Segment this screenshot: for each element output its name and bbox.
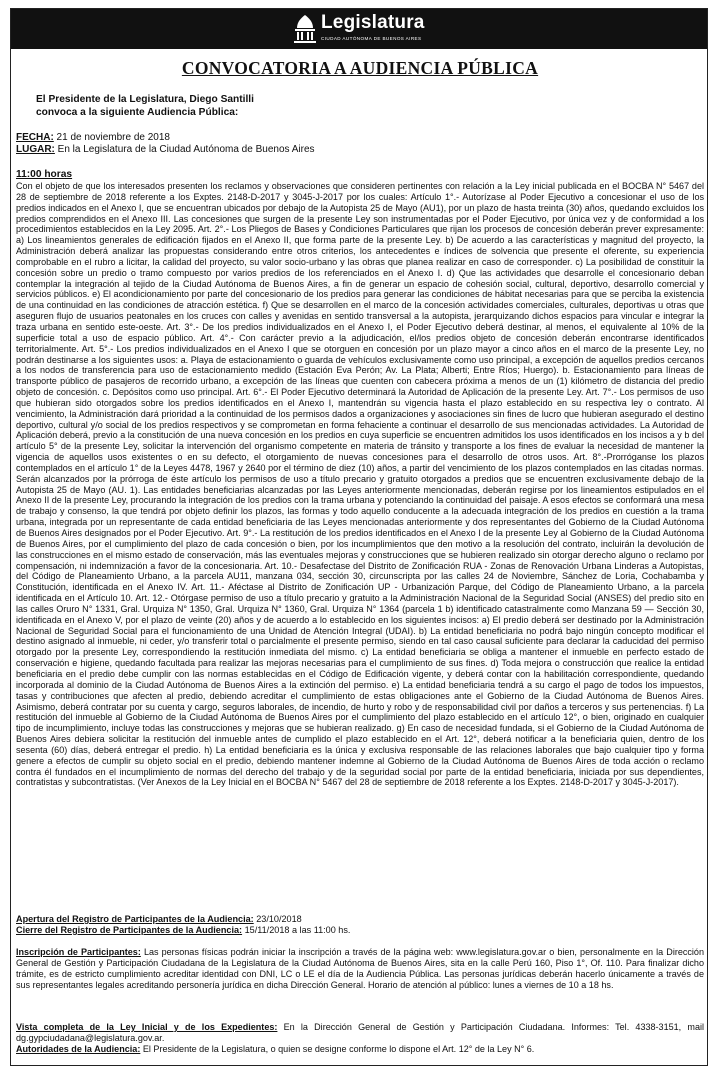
autoridades-label: Autoridades de la Audiencia: <box>16 1043 141 1054</box>
hora-heading: 11:00 horas <box>16 169 73 180</box>
legislatura-logo <box>293 11 428 49</box>
lugar-value: En la Legislatura de la Ciudad Autónoma de Buenos Aires <box>54 143 315 155</box>
legislature-building-icon <box>293 14 317 44</box>
lugar-row <box>16 144 315 156</box>
registro-block <box>16 914 350 936</box>
inscripcion-label: Inscripción de Participantes: <box>16 947 141 957</box>
lugar-label: LUGAR: <box>16 143 55 155</box>
page-title: CONVOCATORIA A AUDIENCIA PÚBLICA <box>181 58 539 78</box>
intro-line-1: El Presidente de la Legislatura, Diego Santilli <box>36 94 254 105</box>
inscripcion-value: Las personas físicas podrán iniciar la inscripción a través de la página web: www.legislatura.gov.ar o bien, personalmente en la Dirección General de Gestión y Participación Ciudadana de la Legislatura de la Ciudad Autónoma de Buenos Aires, sita en la calle Perú 160, Piso 1°, Of. 110. Para finalizar dicho trámite, es de estricto cumplimiento acreditar identidad con DNI, LC o LE el día de la Audiencia Pública. Las personas jurídicas deberán hacerlo únicamente a través de sus representantes legales acreditando personería jurídica en dicha Dirección General. Horario de atención al público: lunes a viernes de 10 a 18 hs. <box>16 947 704 990</box>
vista-value: En la Dirección General de Gestión y Participación Ciudadana. Informes: Tel. 4338-3151, mail dg.gypciudadana@legislatura.gov.ar. <box>16 1022 704 1043</box>
body-text: Con el objeto de que los interesados presenten los reclamos y observaciones que consideren pertinentes con relación a la Ley inicial publicada en el BOCBA N° 5467 del 28 de septiembre de 2018 referente a los Exptes. 2148-D-2017 y 3045-J-2017 por los cuales: Artículo 1°.- Autorízase al Poder Ejecutivo a concesionar el uso de los predios indicados en el Anexo I, que se encuentran ubicados por debajo de la Autopista 25 de Mayo (AU1), por un plazo de hasta treinta (30) años, quedando excluidos los predios comprendidos en el Anexo III. Las concesiones que surgen de la presente Ley son instrumentadas por el Poder Ejecutivo, por única vez y de conformidad a los procedimientos establecidos en la Ley 2095. Art. 2°.- Los Pliegos de Bases y Condiciones Particulares que rijan los procesos de concesión deberán prever expresamente: a) Los lineamientos generales de edificación fijados en el Anexo II, que forma parte de la presente Ley. b) De acuerdo a las características y magnitud del proyecto, la Administración deberá analizar las propuestas considerando entre otros criterios, los antecedentes e índices de solvencia que presente el oferente, su experiencia comprobable en el rubro a licitar, la calidad del proyecto, su valor socio-urbano y las obras que planea realizar en caso de corresponder. c) La posibilidad de constituir la concesión sobre un predio o tramo compuesto por varios predios de los referenciados en el Anexo I. d) Que las actividades que desarrolle el concesionario deban contemplar la integración al tejido de la Ciudad Autónoma de Buenos Aires, a fin de generar un espacio de cohesión social, cultural, deportivo, desarrollo comercial y servicios públicos. e) El acondicionamiento por parte del concesionario de los predios para generar las condiciones de hábitat necesarias para que se perciba la existencia de una continuidad en las condiciones de atracción estética. f) Que se desarrollen en el marco de la concesión actividades comerciales, culturales, deportivas u otras que aseguren flujo de usuarios peatonales en los cruces con calles y avenidas en sentido transversal a la autopista, jerarquizando dichos espacios para vincular e integrar la traza urbana en sentido este-oeste. Art. 3°.- De los predios individualizados en el Anexo I, el Poder Ejecutivo deberá destinar, al menos, el equivalente al 10% de la superficie total a uso de espacio público. Art. 4°.- Con carácter previo a la adjudicación, el/los predios objeto de concesión deberán encontrarse identificados territorialmente. Art. 5°.- Los predios individualizados en el Anexo I que se otorguen en concesión por un plazo mayor a cinco años en el marco de la presente Ley, no podrán destinarse a los siguientes usos: a. Playa de estacionamiento o guarda de vehículos exclusivamente como uso principal, a excepción de aquellos predios cercanos a los nodos de transferencia para uso de estacionamiento medido (Estación Eva Perón; Av. La Plata; Alberti; Entre Ríos; Huergo). b. Estacionamiento para líneas de transporte público de pasajeros de recorrido urbano, a excepción de las líneas que cuenten con cabecera próxima a menos de un (1) kilómetro de distancia del predio objeto de concesión. c. Depósitos como uso principal. Art. 6°.- El Poder Ejecutivo determinará la Autoridad de Aplicación de la presente Ley. Art. 7°.- Los permisos de uso que hubieran sido otorgados sobre los predios identificados en el Anexo I, mantendrán su vigencia hasta el plazo establecido en su respectiva ley o contrato. Al vencimiento, la Administración dará prioridad a la continuidad de los permisos dados a organizaciones y asociaciones sin fines de lucro que hubieran asegurado el destino deportivo, cultural y/o social de los predios respectivos y se comprometan en forma fehaciente a continuar el desarrollo de sus mencionadas actividades. La Autoridad de Aplicación deberá, previo a la constitución de una nueva concesión en los predios en cuya superficie se encuentren admitidos los usos identificados en los incisos a y b del artículo 5° de la presente Ley, solicitar la intervención del organismo competente en materia de tránsito y transporte a los fines de evaluar la necesidad de mantener la vigencia de aquellos usos existentes o en su defecto, el otorgamiento de nuevas concesiones para el desarrollo de otros usos. Art. 8°.-Prorróganse los plazos contemplados en el artículo 1° de la Leyes 4478, 1967 y 2640 por el término de diez (10) años, a partir del vencimiento de los plazos contemplados en las citadas normas. Serán alcanzados por la prórroga de éste artículo los permisos de uso a título precario y gratuito otorgados a predios que se encuentren exclusivamente debajo de la Autopista 25 de Mayo (AU. 1). Las entidades beneficiarias alcanzadas por las Leyes anteriormente mencionadas, deberán regirse por los lineamientos estipulados en el Anexo II de la presente Ley, procurando la integración de los predios con la trama urbana y potenciando la continuidad del paisaje. A esos efectos se conformará una mesa de trabajo y consenso, la que tendrá por objeto definir los plazos, las formas y todo aquello conducente a la adecuada integración de los predios en cuestión a la trama urbana, integrada por un representante de cada entidad beneficiaria de las Leyes mencionadas anteriormente y dos representantes del Gobierno de la Ciudad Autónoma de Buenos Aires designados por el Poder Ejecutivo. Art. 9°.- La restitución de los predios identificados en el Anexo I de la presente Ley al Gobierno de la Ciudad Autónoma de Buenos Aires, por el cumplimiento del plazo de cada concesión o bien, por los incumplimientos que den motivo a la resolución del contrato, incluirán la devolución de las construcciones en el mismo estado de conservación, más las eventuales mejoras y construcciones que se hubieren realizado sin otorgar derecho alguno o reclamo por compensación, ni indemnización a favor de la concesionaria. Art. 10.- Desafectase del Distrito de Zonificación RUA - Zonas de Renovación Urbana Linderas a Autopistas, del Código de Planeamiento Urbano, a la parcela AU11, manzana 034, sección 30, circunscripta por las calles 24 de Noviembre, Sánchez de Loria, Cochabamba y Constitución, identificada en el Anexo IV. Art. 11.- Aféctase al Distrito de Zonificación UP - Urbanización Parque, del Código de Planeamiento Urbano, a la parcela identificada en el Artículo 10. Art. 12.- Otórgase permiso de uso a título precario y gratuito a la Administración Nacional de la Seguridad Social (ANSES) del predio sito en las calles Oruro N° 1331, Gral. Urquiza N° 1350, Gral. Urquiza N° 1360, Gral. Urquiza N° 1364 (parcela 1 b) identificado catastralmente como Manzana 59 — Sección 30, identificada en el Anexo V, por el plazo de veinte (20) años y de acuerdo a lo establecido en los siguientes incisos: a) El predio deberá ser destinado por la Administración Nacional de Seguridad Social para el funcionamiento de una Unidad de Atención Integral (UDAI). b) La entidad beneficiaria no podrá bajo ningún concepto modificar el destino asignado al inmueble, ni ceder, y/o transferir total o parcialmente el presente permiso, siendo en tal caso causal suficiente para declarar la caducidad del permiso otorgado por la presente Ley, correspondiendo la restitución inmediata del mismo. c) La entidad beneficiaria se obliga a mantener el inmueble en perfecto estado de conservación e higiene, quedando facultada para realizar las mejoras necesarias para el cumplimiento de sus fines. d) Toda mejora o construcción que realice la entidad beneficiaria en el predio debe cumplir con las normas establecidas en el Código de Edificación vigente, y deberá contar con la habilitación correspondiente, quedando incorporada al dominio de la Ciudad Autónoma de Buenos Aires a la extinción del permiso. e) La entidad beneficiaria tendrá a su cargo el pago de todos los impuestos, tasas y contribuciones que afecten al predio, debiendo acreditar el cumplimiento de estas obligaciones ante el Gobierno de la Ciudad Autónoma de Buenos Aires. Asimismo, deberá contratar por su cuenta y cargo, seguros laborales, de incendio, de hurto y robo y de responsabilidad civil por daños a terceros y sus pertenencias. f) La restitución del inmueble al Gobierno de la Ciudad Autónoma de Buenos Aires por el cumplimiento del plazo establecido en el artículo 12°, o bien, originado en cualquier tipo de incumplimiento, incluye todas las construcciones y mejoras que se hubieran realizado. g) En caso de necesidad fundada, si el Gobierno de la Ciudad Autónoma de Buenos Aires debiera solicitar la restitución del inmueble antes de cumplido el plazo establecido en el Art. 12°, deberá notificar a la beneficiaria quien, dentro de los sesenta (60) días, deberá entregar el predio. h) La entidad beneficiaria es la única y exclusiva responsable de las relaciones laborales que bajo cualquier tipo y forma genere a efectos de cumplir su objeto social en el predio, debiendo mantener indemne al Gobierno de la Ciudad Autónoma de Buenos Aires de toda acción o reclamo contra él fundados en el incumplimiento de normas del derecho del trabajo y de la seguridad social por parte de la entidad beneficiaria, iniciada por sus dependientes, contratistas y subcontratistas. (Ver Anexos de la Ley Inicial en el BOCBA N° 5467 del 28 de septiembre de 2018 referente a los Exptes. 2148-D-2017 y 3045-J-2017). <box>16 181 704 788</box>
fecha-label: FECHA: <box>16 132 54 143</box>
cierre-value: 15/11/2018 a las 11:00 hs. <box>242 924 351 935</box>
apertura-label: Apertura del Registro de Participantes de la Audiencia: <box>16 914 254 924</box>
autoridades-value: El Presidente de la Legislatura, o quien se designe conforme lo dispone el Art. 12° de la Ley N° 6. <box>140 1043 535 1054</box>
cierre-row <box>16 925 350 936</box>
logo-subtitle: CIUDAD AUTÓNOMA DE BUENOS AIRES <box>321 36 422 41</box>
vista-block <box>16 1022 704 1055</box>
vista-row <box>16 1022 704 1044</box>
fecha-value: 21 de noviembre de 2018 <box>53 132 170 143</box>
date-place-block <box>16 132 315 155</box>
logo-name: Legislatura <box>321 12 425 33</box>
intro-block <box>36 94 254 119</box>
vista-label: Vista completa de la Ley Inicial y de los Expedientes: <box>16 1022 278 1032</box>
fecha-row <box>16 132 315 144</box>
cierre-label: Cierre del Registro de Participantes de la Audiencia: <box>16 924 243 935</box>
intro-line-2: convoca a la siguiente Audiencia Pública: <box>36 106 239 118</box>
apertura-row <box>16 914 350 925</box>
inscripcion-paragraph <box>16 947 704 991</box>
apertura-value: 23/10/2018 <box>253 914 302 924</box>
autoridades-row <box>16 1044 704 1055</box>
